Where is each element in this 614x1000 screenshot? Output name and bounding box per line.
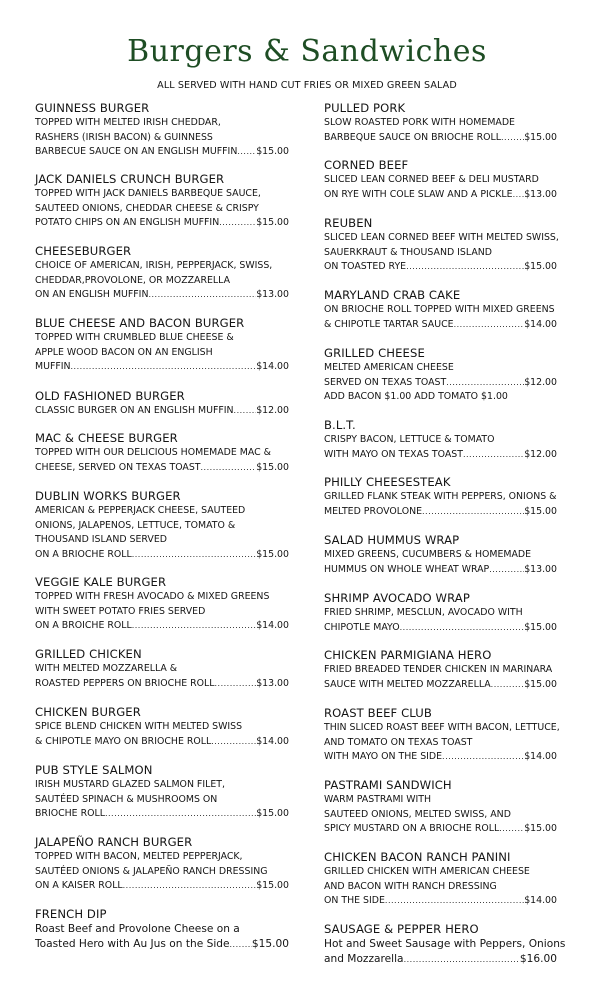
item-price: $13.00 — [524, 188, 557, 200]
dot-leader — [404, 952, 520, 967]
item-price: $15.00 — [256, 461, 289, 473]
item-price: $15.00 — [524, 261, 557, 272]
dot-leader — [491, 678, 525, 693]
item-description: BARBECUE SAUCE ON AN ENGLISH MUFFIN — [35, 146, 238, 157]
item-name: VEGGIE KALE BURGER — [35, 575, 167, 589]
dot-leader — [499, 822, 524, 837]
item-description: CHOICE OF AMERICAN, IRISH, PEPPERJACK, SWISS, — [35, 260, 273, 271]
item-name: PHILLY CHEESESTEAK — [324, 475, 451, 489]
menu-item — [324, 418, 557, 462]
item-price: $14.00 — [524, 751, 557, 762]
item-price-line — [324, 318, 557, 333]
item-description: FRIED BREADED TENDER CHICKEN IN MARINARA — [324, 664, 553, 675]
item-description: CHEDDAR,PROVOLONE, OR MOZZARELLA — [35, 274, 230, 286]
item-description: SAUCE WITH MELTED MOZZARELLA — [324, 678, 491, 690]
item-name: REUBEN — [324, 216, 373, 230]
item-description: CLASSIC BURGER ON AN ENGLISH MUFFIN — [35, 405, 234, 416]
menu-item — [35, 172, 289, 231]
item-name: CHICKEN BURGER — [35, 705, 141, 719]
item-description: SLICED LEAN CORNED BEEF WITH MELTED SWISS, — [324, 232, 559, 243]
item-price: $15.00 — [256, 146, 289, 157]
item-price-line — [35, 288, 289, 303]
dot-leader — [501, 131, 524, 146]
item-price-line — [324, 621, 557, 636]
item-description: MUFFIN — [35, 361, 71, 372]
item-description: MELTED PROVOLONE — [324, 505, 423, 517]
item-price-line — [324, 505, 557, 520]
item-description: TOPPED WITH MELTED IRISH CHEDDAR, — [35, 117, 221, 128]
item-price-line — [35, 619, 289, 634]
item-name: MARYLAND CRAB CAKE — [324, 288, 461, 302]
item-description: ON THE SIDE — [324, 895, 385, 906]
item-description: ROASTED PEPPERS ON BRIOCHE ROLL — [35, 677, 215, 689]
item-description: Roast Beef and Provolone Cheese on a — [35, 923, 240, 935]
menu-item — [324, 158, 557, 202]
menu-item — [324, 778, 557, 837]
item-price-line — [35, 145, 289, 160]
item-price-line — [324, 131, 557, 146]
item-price-line — [35, 735, 289, 750]
item-price-line — [324, 750, 557, 765]
item-description: BRIOCHE ROLL — [35, 808, 105, 819]
item-description: SAUTÉED SPINACH & MUSHROOMS ON — [35, 793, 218, 805]
item-price-line — [35, 461, 289, 476]
dot-leader — [463, 448, 524, 463]
dot-leader — [454, 318, 525, 333]
item-description: and Mozzarella — [324, 953, 404, 965]
item-price-line — [35, 404, 289, 419]
dot-leader — [105, 807, 256, 822]
item-description: WITH SWEET POTATO FRIES SERVED — [35, 605, 206, 617]
item-price-line — [35, 548, 289, 563]
item-description: WITH MAYO ON TEXAS TOAST — [324, 448, 463, 460]
item-price: $15.00 — [524, 678, 557, 690]
item-name: CORNED BEEF — [324, 158, 409, 172]
item-description: THOUSAND ISLAND SERVED — [35, 534, 167, 545]
item-description: TOPPED WITH OUR DELICIOUS HOMEMADE MAC & — [35, 447, 271, 458]
item-price-line — [35, 937, 289, 952]
item-price: $15.00 — [256, 880, 289, 891]
item-description: Toasted Hero with Au Jus on the Side — [35, 938, 230, 950]
item-name: ROAST BEEF CLUB — [324, 706, 432, 720]
item-description: ON TOASTED RYE — [324, 261, 407, 272]
dot-leader — [513, 188, 525, 203]
item-price: $14.00 — [256, 735, 289, 747]
menu-item — [35, 101, 289, 160]
item-description: TOPPED WITH BACON, MELTED PEPPERJACK, — [35, 851, 243, 862]
menu-item — [35, 389, 289, 419]
item-price: $13.00 — [256, 677, 289, 689]
item-price-line — [35, 216, 289, 231]
menu-title: Burgers & Sandwiches — [127, 34, 487, 69]
dot-leader — [132, 548, 256, 563]
menu-subtitle: ALL SERVED WITH HAND CUT FRIES OR MIXED GREEN SALAD — [157, 80, 457, 91]
item-price: $15.00 — [251, 938, 289, 950]
item-description: THIN SLICED ROAST BEEF WITH BACON, LETTUCE, — [324, 722, 560, 733]
dot-leader — [211, 735, 256, 750]
item-description: & CHIPOTLE TARTAR SAUCE — [324, 318, 454, 330]
dot-leader — [385, 894, 524, 909]
item-name: MAC & CHEESE BURGER — [35, 431, 178, 445]
item-description: GRILLED FLANK STEAK WITH PEPPERS, ONIONS & — [324, 491, 557, 502]
item-description: HUMMUS ON WHOLE WHEAT WRAP — [324, 563, 490, 575]
item-description: WARM PASTRAMI WITH — [324, 794, 432, 805]
menu-item — [35, 705, 289, 749]
item-price: $15.00 — [524, 131, 557, 143]
item-name: SAUSAGE & PEPPER HERO — [324, 922, 479, 936]
item-description: MELTED AMERICAN CHEESE — [324, 362, 454, 373]
item-description: ONIONS, JALAPENOS, LETTUCE, TOMATO & — [35, 519, 236, 531]
item-price-line — [324, 188, 557, 203]
item-description: POTATO CHIPS ON AN ENGLISH MUFFIN — [35, 217, 220, 228]
item-price-line — [324, 376, 557, 391]
dot-leader — [406, 260, 524, 275]
menu-item — [35, 244, 289, 303]
menu-item — [35, 489, 289, 562]
menu-item — [324, 533, 557, 577]
dot-leader — [234, 404, 257, 419]
item-description: AND BACON WITH RANCH DRESSING — [324, 880, 497, 892]
item-description: SLICED LEAN CORNED BEEF & DELI MUSTARD — [324, 174, 539, 185]
item-name: DUBLIN WORKS BURGER — [35, 489, 181, 503]
item-description: ON A BROICHE ROLL — [35, 620, 132, 631]
item-price: $14.00 — [256, 361, 289, 372]
menu-item — [324, 346, 557, 405]
item-price: $13.00 — [524, 563, 557, 575]
item-price-line — [35, 807, 289, 822]
item-name: OLD FASHIONED BURGER — [35, 389, 185, 403]
item-description: FRIED SHRIMP, MESCLUN, AVOCADO WITH — [324, 607, 523, 618]
item-name: CHICKEN PARMIGIANA HERO — [324, 648, 492, 662]
item-description: WITH MAYO ON THE SIDE — [324, 751, 443, 762]
item-description: SPICY MUSTARD ON A BRIOCHE ROLL — [324, 823, 500, 834]
item-description: RASHERS (IRISH BACON) & GUINNESS — [35, 131, 213, 143]
menu-item — [324, 475, 557, 519]
item-price: $15.00 — [524, 505, 557, 517]
item-description: CRISPY BACON, LETTUCE & TOMATO — [324, 434, 495, 445]
item-price-line — [35, 677, 289, 692]
item-addon: ADD BACON $1.00 ADD TOMATO $1.00 — [324, 391, 508, 402]
item-name: BLUE CHEESE AND BACON BURGER — [35, 316, 245, 330]
item-price: $15.00 — [524, 621, 557, 633]
item-name: JACK DANIELS CRUNCH BURGER — [35, 172, 225, 186]
item-description: Hot and Sweet Sausage with Peppers, Onions — [324, 938, 566, 950]
menu-item — [324, 922, 566, 967]
item-name: FRENCH DIP — [35, 907, 107, 921]
item-name: GRILLED CHICKEN — [35, 647, 142, 661]
item-price: $12.00 — [524, 448, 557, 460]
item-price: $15.00 — [256, 548, 289, 560]
item-description: BARBEQUE SAUCE ON BRIOCHE ROLL — [324, 131, 502, 143]
item-description: SLOW ROASTED PORK WITH HOMEMADE — [324, 117, 515, 128]
item-price-line — [324, 563, 557, 578]
item-price: $14.00 — [524, 318, 557, 330]
item-price-line — [324, 894, 557, 909]
item-name: GRILLED CHEESE — [324, 346, 425, 360]
menu-item — [35, 647, 289, 691]
item-description: TOPPED WITH JACK DANIELS BARBEQUE SAUCE, — [35, 188, 261, 199]
item-description: AMERICAN & PEPPERJACK CHEESE, SAUTEED — [35, 505, 246, 516]
menu-item — [324, 648, 557, 692]
item-description: SAUTEED ONIONS, CHEDDAR CHEESE & CRISPY — [35, 202, 259, 214]
item-name: JALAPEÑO RANCH BURGER — [35, 835, 193, 849]
item-price: $15.00 — [256, 217, 289, 228]
dot-leader — [237, 145, 256, 160]
dot-leader — [400, 621, 525, 636]
dot-leader — [230, 937, 252, 952]
item-price-line — [35, 879, 289, 894]
item-description: ON A KAISER ROLL — [35, 880, 123, 891]
dot-leader — [123, 879, 257, 894]
item-description: SAUERKRAUT & THOUSAND ISLAND — [324, 246, 492, 258]
dot-leader — [489, 563, 524, 578]
item-description: MIXED GREENS, CUCUMBERS & HOMEMADE — [324, 549, 532, 560]
item-description: ON BRIOCHE ROLL TOPPED WITH MIXED GREENS — [324, 304, 555, 315]
dot-leader — [71, 360, 257, 375]
dot-leader — [201, 461, 257, 476]
item-description: & CHIPOTLE MAYO ON BRIOCHE ROLL — [35, 735, 212, 747]
menu-item — [324, 101, 557, 145]
menu-item — [324, 706, 560, 765]
item-description: ON A BRIOCHE ROLL — [35, 548, 132, 560]
dot-leader — [215, 677, 257, 692]
item-price: $14.00 — [524, 895, 557, 906]
item-price: $12.00 — [524, 376, 557, 388]
item-description: SAUTÉED ONIONS & JALAPEÑO RANCH DRESSING — [35, 865, 268, 877]
item-price: $12.00 — [256, 405, 289, 416]
item-price: $16.00 — [519, 953, 557, 965]
item-price-line — [35, 360, 289, 375]
dot-leader — [132, 619, 256, 634]
item-price-line — [324, 678, 557, 693]
item-name: SALAD HUMMUS WRAP — [324, 533, 460, 547]
menu-item — [35, 835, 289, 894]
item-name: SHRIMP AVOCADO WRAP — [324, 591, 470, 605]
item-price: $15.00 — [524, 823, 557, 834]
item-name: CHICKEN BACON RANCH PANINI — [324, 850, 511, 864]
menu-item — [324, 288, 557, 332]
item-price: $15.00 — [256, 808, 289, 819]
item-description: CHIPOTLE MAYO — [324, 621, 400, 633]
menu-item — [324, 850, 557, 909]
item-price-line — [324, 260, 557, 275]
item-description: SERVED ON TEXAS TOAST — [324, 376, 447, 388]
item-price: $14.00 — [256, 620, 289, 631]
dot-leader — [422, 505, 524, 520]
item-name: PUB STYLE SALMON — [35, 763, 153, 777]
item-price: $13.00 — [256, 289, 289, 300]
dot-leader — [442, 750, 524, 765]
menu-item — [35, 907, 289, 952]
menu-item — [324, 216, 557, 275]
item-description: TOPPED WITH FRESH AVOCADO & MIXED GREENS — [35, 591, 270, 602]
item-price-line — [324, 952, 557, 967]
menu-item — [35, 575, 289, 634]
item-name: B.L.T. — [324, 418, 356, 432]
item-name: PULLED PORK — [324, 101, 406, 115]
item-name: CHEESEBURGER — [35, 244, 132, 258]
item-name: PASTRAMI SANDWICH — [324, 778, 452, 792]
item-description: ON RYE WITH COLE SLAW AND A PICKLE — [324, 188, 513, 200]
item-description: CHEESE, SERVED ON TEXAS TOAST — [35, 461, 201, 473]
item-description: IRISH MUSTARD GLAZED SALMON FILET, — [35, 779, 225, 790]
item-description: APPLE WOOD BACON ON AN ENGLISH — [35, 346, 213, 358]
dot-leader — [219, 216, 256, 231]
item-description: WITH MELTED MOZZARELLA & — [35, 663, 178, 674]
item-description: ON AN ENGLISH MUFFIN — [35, 289, 149, 300]
item-price-line — [324, 448, 557, 463]
menu-item — [35, 763, 289, 822]
item-description: AND TOMATO ON TEXAS TOAST — [324, 736, 473, 748]
item-price-line — [324, 822, 557, 837]
dot-leader — [446, 376, 524, 391]
menu-item — [324, 591, 557, 635]
item-description: GRILLED CHICKEN WITH AMERICAN CHEESE — [324, 866, 530, 877]
item-description: TOPPED WITH CRUMBLED BLUE CHEESE & — [35, 332, 234, 343]
item-name: GUINNESS BURGER — [35, 101, 150, 115]
menu-item — [35, 316, 289, 375]
item-description: SAUTEED ONIONS, MELTED SWISS, AND — [324, 808, 511, 820]
item-description: SPICE BLEND CHICKEN WITH MELTED SWISS — [35, 721, 243, 732]
dot-leader — [148, 288, 256, 303]
menu-item — [35, 431, 289, 475]
